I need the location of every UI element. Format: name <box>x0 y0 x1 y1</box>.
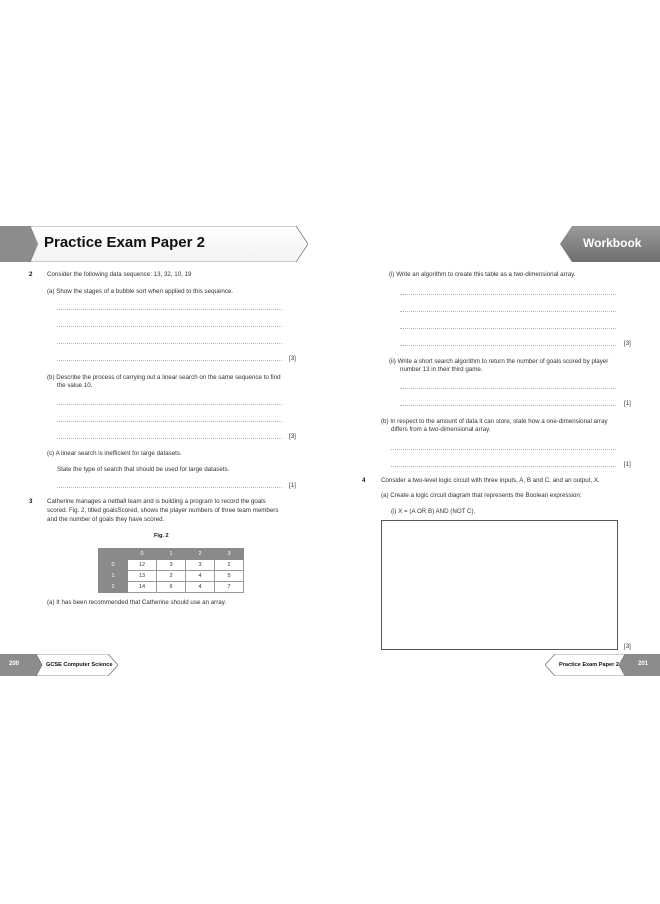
question-number-2: 2 <box>29 271 33 278</box>
table-row <box>99 582 244 593</box>
answer-line[interactable] <box>391 449 616 450</box>
q3-stem-line3: and the number of goals they have scored. <box>47 516 165 523</box>
q3aii-prompt-line1: (ii) Write a short search algorithm to return the number of goals scored by player <box>389 358 609 365</box>
q2c-prompt-line1: (c) A linear search is inefficient for large datasets. <box>47 450 182 457</box>
footer-title-left: GCSE Computer Science <box>46 662 113 668</box>
column-header: 0 <box>128 549 157 560</box>
table-cell: 2 <box>215 560 244 571</box>
table-cell: 4 <box>186 582 215 593</box>
column-header: 2 <box>186 549 215 560</box>
table-cell: 4 <box>186 571 215 582</box>
q4-stem: Consider a two-level logic circuit with three inputs, A, B and C, and an output, X. <box>381 477 600 484</box>
q3b-prompt-line1: (b) In respect to the amount of data it can store, state how a one-dimensional array <box>381 418 608 425</box>
q2c-marks: [1] <box>289 482 296 489</box>
table-corner-cell <box>99 549 128 560</box>
q3aii-prompt-line2: number 13 in their third game. <box>400 366 483 373</box>
table-cell: 2 <box>157 571 186 582</box>
answer-line[interactable] <box>400 328 616 329</box>
question-number-4: 4 <box>362 477 366 484</box>
page-title: Practice Exam Paper 2 <box>44 234 205 251</box>
answer-line[interactable] <box>400 345 616 346</box>
q3a-prompt: (a) It has been recommended that Catherine should use an array. <box>47 599 227 606</box>
answer-line[interactable] <box>57 421 282 422</box>
table-cell: 3 <box>157 560 186 571</box>
answer-line[interactable] <box>400 294 616 295</box>
answer-line[interactable] <box>391 466 616 467</box>
q2a-marks: [3] <box>289 355 296 362</box>
table-cell: 12 <box>128 560 157 571</box>
q2b-prompt-line1: (b) Describe the process of carrying out a linear search on the same sequence to find <box>47 374 281 381</box>
table-row <box>99 560 244 571</box>
q4ai-prompt: (i) X = (A OR B) AND (NOT C). <box>391 508 476 515</box>
q4a-prompt: (a) Create a logic circuit diagram that represents the Boolean expression: <box>381 492 582 499</box>
q3-stem-line1: Catherine manages a netball team and is building a program to record the goals <box>47 498 266 505</box>
answer-line[interactable] <box>57 326 282 327</box>
table-cell: 6 <box>157 582 186 593</box>
goals-scored-table <box>98 548 244 593</box>
answer-line[interactable] <box>57 343 282 344</box>
table-cell: 5 <box>215 571 244 582</box>
q3ai-marks: [3] <box>624 340 631 347</box>
answer-line[interactable] <box>400 311 616 312</box>
table-cell: 3 <box>186 560 215 571</box>
question-number-3: 3 <box>29 498 33 505</box>
q2b-prompt-line2: the value 10. <box>57 382 93 389</box>
row-header: 0 <box>99 560 128 571</box>
q3b-prompt-line2: differs from a two-dimensional array. <box>391 426 491 433</box>
q3-stem-line2: scored. Fig. 2, titled goalsScored, shows the player numbers of three team members <box>47 507 279 514</box>
q2c-prompt-line2: State the type of search that should be used for large datasets. <box>57 466 230 473</box>
q3b-marks: [1] <box>624 461 631 468</box>
q2-stem: Consider the following data sequence: 13, 32, 10, 19 <box>47 271 192 278</box>
q4ai-marks: [3] <box>624 643 631 650</box>
answer-line[interactable] <box>57 487 282 488</box>
table-cell: 13 <box>128 571 157 582</box>
table-row <box>99 571 244 582</box>
table-cell: 14 <box>128 582 157 593</box>
answer-line[interactable] <box>57 438 282 439</box>
page-number-left: 200 <box>9 661 20 667</box>
q2b-marks: [3] <box>289 433 296 440</box>
answer-line[interactable] <box>57 309 282 310</box>
workbook-badge: Workbook <box>583 236 642 250</box>
figure-label: Fig. 2 <box>154 533 169 539</box>
page-number-right: 201 <box>638 661 649 667</box>
answer-line[interactable] <box>400 405 616 406</box>
row-header: 1 <box>99 571 128 582</box>
footer-title-right: Practice Exam Paper 2 <box>559 662 620 668</box>
table-cell: 7 <box>215 582 244 593</box>
q2a-prompt: (a) Show the stages of a bubble sort when applied to this sequence. <box>47 288 234 295</box>
q3aii-marks: [1] <box>624 400 631 407</box>
column-header: 3 <box>215 549 244 560</box>
answer-line[interactable] <box>57 360 282 361</box>
column-header: 1 <box>157 549 186 560</box>
q3ai-prompt: (i) Write an algorithm to create this table as a two-dimensional array. <box>389 271 576 278</box>
logic-diagram-answer-box[interactable] <box>381 520 618 650</box>
row-header: 2 <box>99 582 128 593</box>
answer-line[interactable] <box>400 388 616 389</box>
answer-line[interactable] <box>57 404 282 405</box>
